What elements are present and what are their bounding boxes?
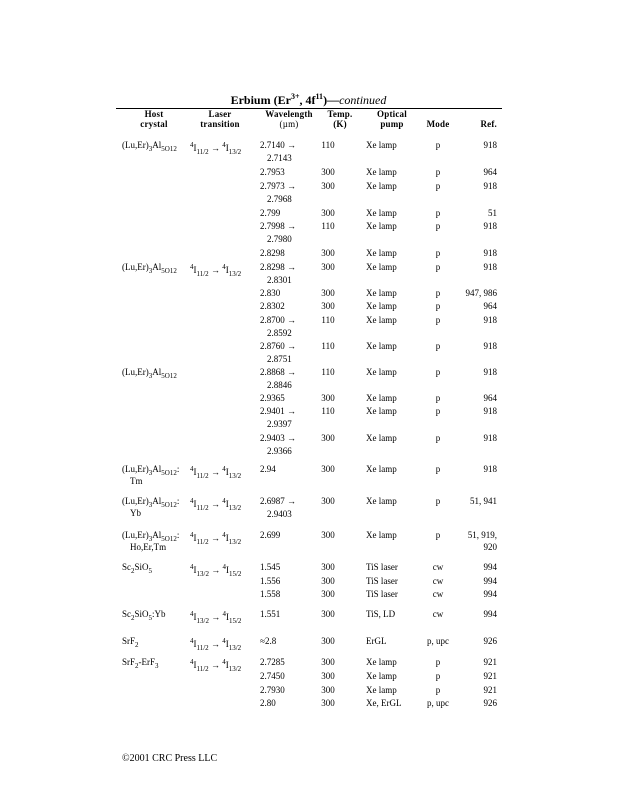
- optical-pump: Xe, ErGL: [366, 698, 402, 708]
- host-crystal-dopant: Ho,Er,Tm: [130, 542, 167, 552]
- wavelength-end: 2.8592: [267, 328, 292, 338]
- reference: 994: [483, 589, 497, 599]
- wavelength: 2.7285: [260, 657, 285, 667]
- temperature: 110: [321, 221, 335, 231]
- wavelength: 2.7930: [260, 685, 285, 695]
- mode: p: [435, 433, 441, 443]
- mode: p: [435, 221, 441, 231]
- laser-transition: $^4I_{11/2} \to ^4I_{13/2}$: [190, 263, 242, 278]
- mode: p: [435, 406, 441, 416]
- optical-pump: Xe lamp: [366, 496, 397, 506]
- reference: 918: [483, 341, 497, 351]
- reference: 964: [483, 301, 497, 311]
- host-crystal: $(Lu,Er)_3Al_{5O12}$:: [122, 530, 180, 543]
- host-crystal: SrF$_2$-ErF$_3$: [122, 657, 159, 670]
- mode: p: [435, 288, 441, 298]
- reference: 918: [483, 221, 497, 231]
- temperature: 300: [321, 167, 335, 177]
- mode: p: [435, 367, 441, 377]
- mode: p: [435, 393, 441, 403]
- reference: 921: [483, 657, 497, 667]
- header-transition: Laser: [208, 109, 232, 119]
- optical-pump: Xe lamp: [366, 167, 397, 177]
- optical-pump: ErGL: [366, 636, 387, 646]
- wavelength-end: 2.8846: [267, 380, 292, 390]
- mode: cw: [432, 589, 444, 599]
- temperature: 300: [321, 496, 335, 506]
- mode: p: [435, 464, 441, 474]
- mode: p: [435, 208, 441, 218]
- wavelength: 2.94: [260, 464, 276, 474]
- temperature: 300: [321, 208, 335, 218]
- laser-transition: $^4I_{11/2} \to ^4I_{13/2}$: [190, 531, 242, 546]
- wavelength: ≈2.8: [260, 636, 277, 646]
- wavelength: 2.699: [260, 530, 281, 540]
- optical-pump: TiS, LD: [366, 609, 396, 619]
- host-crystal-dopant: Tm: [130, 476, 143, 486]
- reference: 994: [483, 609, 497, 619]
- reference: 918: [483, 433, 497, 443]
- mode: p: [435, 671, 441, 681]
- header-host: Host: [144, 109, 164, 119]
- reference: 947, 986: [465, 288, 497, 298]
- temperature: 300: [321, 698, 335, 708]
- wavelength: 2.6987 →: [260, 496, 296, 506]
- optical-pump: Xe lamp: [366, 341, 397, 351]
- wavelength-end: 2.9403: [267, 509, 292, 519]
- host-crystal: $(Lu,Er)_3Al_{5O12}$: [122, 262, 177, 275]
- header-ref: Ref.: [480, 119, 497, 129]
- temperature: 300: [321, 589, 335, 599]
- reference: 918: [483, 406, 497, 416]
- optical-pump: Xe lamp: [366, 140, 397, 150]
- optical-pump: Xe lamp: [366, 433, 397, 443]
- optical-pump: Xe lamp: [366, 262, 397, 272]
- mode: p: [435, 248, 441, 258]
- temperature: 300: [321, 301, 335, 311]
- temperature: 110: [321, 341, 335, 351]
- mode: p: [435, 657, 441, 667]
- reference: 918: [483, 464, 497, 474]
- laser-transition: $^4I_{11/2} \to ^4I_{13/2}$: [190, 497, 242, 512]
- host-crystal: $(Lu,Er)_3Al_{5O12}$: [122, 367, 177, 380]
- header-temp-sub: (K): [333, 119, 347, 129]
- reference: 921: [483, 685, 497, 695]
- wavelength: 2.8298: [260, 248, 285, 258]
- reference: 926: [483, 698, 497, 708]
- optical-pump: Xe lamp: [366, 393, 397, 403]
- laser-transition: $^4I_{11/2} \to ^4I_{13/2}$: [190, 141, 242, 156]
- wavelength: 2.7998 →: [260, 221, 296, 231]
- laser-transition: $^4I_{11/2} \to ^4I_{13/2}$: [190, 658, 242, 673]
- wavelength: 2.9401 →: [260, 406, 296, 416]
- optical-pump: Xe lamp: [366, 301, 397, 311]
- wavelength-end: 2.8301: [267, 275, 292, 285]
- reference: 926: [483, 636, 497, 646]
- header-host-sub: crystal: [140, 119, 168, 129]
- wavelength: 2.8298 →: [260, 262, 296, 272]
- temperature: 110: [321, 367, 335, 377]
- table-title: Erbium ($Er^{3+}$, $4f^{11})—continued$: [230, 92, 387, 107]
- reference: 918: [483, 367, 497, 377]
- optical-pump: TiS laser: [366, 562, 398, 572]
- host-crystal: $(Lu,Er)_3Al_{5O12}$:: [122, 464, 180, 477]
- wavelength: 2.8760 →: [260, 341, 296, 351]
- wavelength: 2.830: [260, 288, 281, 298]
- temperature: 300: [321, 393, 335, 403]
- reference: 921: [483, 671, 497, 681]
- temperature: 300: [321, 636, 335, 646]
- wavelength: 1.545: [260, 562, 281, 572]
- reference: 918: [483, 181, 497, 191]
- reference: 994: [483, 562, 497, 572]
- wavelength: 2.7953: [260, 167, 285, 177]
- temperature: 300: [321, 433, 335, 443]
- wavelength: 2.8868 →: [260, 367, 296, 377]
- mode: cw: [432, 576, 444, 586]
- temperature: 300: [321, 609, 335, 619]
- optical-pump: Xe lamp: [366, 367, 397, 377]
- temperature: 300: [321, 576, 335, 586]
- host-crystal: $Sc_2SiO_5$: [122, 562, 153, 575]
- temperature: 300: [321, 288, 335, 298]
- header-temp: Temp.: [327, 109, 353, 119]
- reference: 994: [483, 576, 497, 586]
- optical-pump: Xe lamp: [366, 530, 397, 540]
- host-crystal-dopant: Yb: [130, 508, 141, 518]
- temperature: 300: [321, 181, 335, 191]
- wavelength-end: 2.7968: [267, 194, 292, 204]
- optical-pump: Xe lamp: [366, 181, 397, 191]
- temperature: 300: [321, 671, 335, 681]
- reference: 964: [483, 167, 497, 177]
- mode: p: [435, 496, 441, 506]
- wavelength: 1.556: [260, 576, 281, 586]
- mode: p: [435, 530, 441, 540]
- temperature: 300: [321, 262, 335, 272]
- wavelength: 2.8302: [260, 301, 285, 311]
- optical-pump: Xe lamp: [366, 685, 397, 695]
- mode: p: [435, 301, 441, 311]
- temperature: 110: [321, 406, 335, 416]
- copyright-footer: ©2001 CRC Press LLC: [122, 753, 218, 764]
- temperature: 300: [321, 562, 335, 572]
- mode: p: [435, 315, 441, 325]
- laser-transition: $^4I_{13/2} \to ^4I_{15/2}$: [190, 610, 242, 625]
- temperature: 110: [321, 140, 335, 150]
- wavelength: 1.558: [260, 589, 281, 599]
- optical-pump: Xe lamp: [366, 464, 397, 474]
- header-transition-sub: transition: [200, 119, 240, 129]
- optical-pump: TiS laser: [366, 589, 398, 599]
- header-pump-sub: pump: [380, 119, 404, 129]
- wavelength-end: 2.9366: [267, 446, 292, 456]
- host-crystal: SrF$_2$: [122, 636, 139, 649]
- reference: 964: [483, 393, 497, 403]
- header-pump: Optical: [377, 109, 407, 119]
- optical-pump: Xe lamp: [366, 406, 397, 416]
- optical-pump: Xe lamp: [366, 221, 397, 231]
- wavelength: 2.9365: [260, 393, 285, 403]
- reference: 51, 941: [470, 496, 497, 506]
- header-wavelength: Wavelength: [265, 109, 313, 119]
- reference: 918: [483, 262, 497, 272]
- wavelength: 2.8700 →: [260, 315, 296, 325]
- laser-transition: $^4I_{13/2} \to ^4I_{15/2}$: [190, 563, 242, 578]
- optical-pump: Xe lamp: [366, 657, 397, 667]
- mode: p: [435, 685, 441, 695]
- reference: 918: [483, 315, 497, 325]
- temperature: 300: [321, 685, 335, 695]
- header-mode: Mode: [426, 119, 450, 129]
- mode: p: [435, 341, 441, 351]
- temperature: 300: [321, 657, 335, 667]
- optical-pump: Xe lamp: [366, 671, 397, 681]
- wavelength-end: 2.7980: [267, 234, 292, 244]
- mode: p, upc: [427, 636, 449, 646]
- header-wavelength-sub: (µm): [279, 119, 299, 129]
- optical-pump: Xe lamp: [366, 288, 397, 298]
- optical-pump: Xe lamp: [366, 248, 397, 258]
- host-crystal: $(Lu,Er)_3Al_{5O12}$: [122, 140, 177, 153]
- reference-cont: 920: [483, 542, 497, 552]
- host-crystal: $(Lu,Er)_3Al_{5O12}$:: [122, 496, 180, 509]
- reference: 51, 919,: [467, 530, 497, 540]
- wavelength: 2.9403 →: [260, 433, 296, 443]
- wavelength-end: 2.8751: [267, 354, 292, 364]
- wavelength: 2.80: [260, 698, 276, 708]
- wavelength: 1.551: [260, 609, 281, 619]
- mode: p: [435, 181, 441, 191]
- mode: p: [435, 262, 441, 272]
- optical-pump: Xe lamp: [366, 208, 397, 218]
- wavelength: 2.7140 →: [260, 140, 296, 150]
- mode: cw: [432, 562, 444, 572]
- temperature: 300: [321, 530, 335, 540]
- reference: 51: [488, 208, 497, 218]
- optical-pump: TiS laser: [366, 576, 398, 586]
- laser-transition: $^4I_{11/2} \to ^4I_{13/2}$: [190, 637, 242, 652]
- mode: cw: [432, 609, 444, 619]
- optical-pump: Xe lamp: [366, 315, 397, 325]
- wavelength-end: 2.9397: [267, 419, 292, 429]
- wavelength-end: 2.7143: [267, 153, 292, 163]
- mode: p: [435, 140, 441, 150]
- wavelength: 2.7450: [260, 671, 285, 681]
- temperature: 110: [321, 315, 335, 325]
- wavelength: 2.799: [260, 208, 281, 218]
- reference: 918: [483, 248, 497, 258]
- laser-transition: $^4I_{11/2} \to ^4I_{13/2}$: [190, 465, 242, 480]
- temperature: 300: [321, 464, 335, 474]
- wavelength: 2.7973 →: [260, 181, 296, 191]
- mode: p, upc: [427, 698, 449, 708]
- mode: p: [435, 167, 441, 177]
- reference: 918: [483, 140, 497, 150]
- host-crystal: $Sc_2SiO_5:Yb$: [122, 609, 166, 622]
- temperature: 300: [321, 248, 335, 258]
